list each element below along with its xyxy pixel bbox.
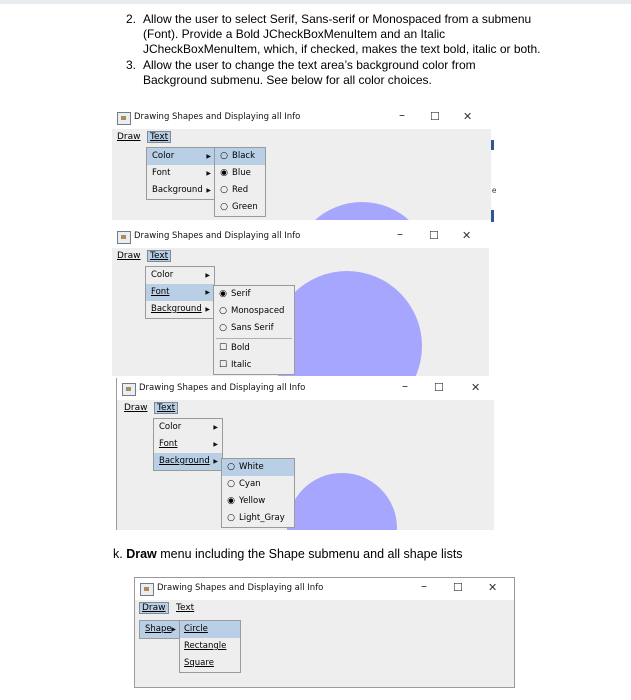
option-label: Cyan [239, 479, 261, 489]
text-menu-label: Text [176, 603, 195, 613]
menu-item-font[interactable] [147, 165, 215, 182]
menu-item-label: Font [152, 168, 171, 178]
edge-artifact [491, 210, 494, 222]
radio-icon: ○ [219, 323, 227, 333]
instruction-line: Background submenu. See below for all color choices. [143, 73, 432, 87]
draw-menu-popup [139, 620, 181, 639]
section-k-prefix: k. [113, 547, 123, 561]
draw-menu-label: Draw [124, 403, 148, 413]
instruction-line: JCheckBoxMenuItem, which, if checked, makes the text bold, italic or both. [143, 42, 541, 56]
option-label: Bold [231, 343, 250, 353]
menu-item-shape[interactable] [140, 621, 180, 638]
minimize-icon[interactable]: – [399, 108, 405, 122]
instruction-line: Allow the user to select Serif, Sans-serif or Monospaced from a submenu [143, 12, 532, 26]
window-title: Drawing Shapes and Displaying all Info [157, 583, 324, 593]
radio-icon: ○ [219, 306, 227, 316]
submenu-arrow-icon: ▶ [213, 458, 218, 465]
window-title: Drawing Shapes and Displaying all Info [134, 231, 301, 241]
font-option-bold[interactable] [214, 340, 294, 357]
close-icon[interactable]: ✕ [471, 381, 481, 394]
option-label: Monospaced [231, 306, 285, 316]
text-menu-label: Text [150, 251, 169, 261]
checkbox-icon: ☐ [218, 360, 228, 370]
font-option-italic[interactable] [214, 357, 294, 374]
submenu-arrow-icon: ▶ [213, 441, 218, 448]
close-icon[interactable]: ✕ [488, 581, 498, 594]
option-label: Rectangle [184, 641, 227, 651]
submenu-arrow-icon: ▶ [206, 153, 211, 160]
option-label: Circle [184, 624, 208, 634]
text-menu[interactable] [147, 131, 171, 143]
font-option-sans-serif[interactable] [214, 320, 294, 337]
menu-item-label: Background [159, 456, 210, 466]
window-titlebar [112, 107, 491, 129]
menu-item-label: Color [159, 422, 182, 432]
menu-item-background[interactable] [154, 453, 222, 470]
menu-item-font[interactable] [154, 436, 222, 453]
text-menu[interactable] [154, 402, 178, 414]
maximize-icon[interactable]: ☐ [434, 381, 444, 394]
menu-item-color[interactable] [154, 419, 222, 436]
background-submenu [221, 458, 295, 528]
submenu-arrow-icon: ▶ [205, 306, 210, 313]
window-titlebar [117, 378, 494, 400]
screenshot-shape-menu [134, 577, 515, 688]
maximize-icon[interactable]: ☐ [429, 229, 439, 242]
background-option-cyan[interactable] [222, 476, 294, 493]
radio-icon: ○ [220, 151, 228, 161]
radio-icon: ○ [227, 462, 235, 472]
color-option-green[interactable] [215, 199, 265, 216]
menu-item-label: Color [152, 151, 175, 161]
submenu-arrow-icon: ▶ [205, 272, 210, 279]
submenu-arrow-icon: ▶ [171, 626, 176, 633]
java-app-icon [140, 583, 154, 596]
menu-bar [112, 129, 491, 147]
section-k-bold: Draw [126, 547, 157, 561]
menu-item-font[interactable] [146, 284, 214, 301]
text-menu[interactable] [173, 602, 197, 614]
menu-item-color[interactable] [147, 148, 215, 165]
maximize-icon[interactable]: ☐ [453, 581, 463, 594]
minimize-icon[interactable]: – [397, 227, 403, 241]
radio-icon: ◉ [220, 168, 228, 178]
screenshot-font-menu [112, 226, 489, 376]
option-label: Black [232, 151, 255, 161]
section-k-caption [113, 547, 463, 561]
draw-menu[interactable] [139, 602, 169, 614]
option-label: White [239, 462, 264, 472]
menu-item-label: Background [152, 185, 203, 195]
menu-bar [112, 248, 489, 266]
java-app-icon [117, 112, 131, 125]
draw-menu-label: Draw [142, 603, 166, 613]
menu-item-label: Font [151, 287, 170, 297]
menu-separator [216, 338, 292, 339]
option-label: Serif [231, 289, 251, 299]
shape-submenu [179, 620, 241, 673]
font-option-monospaced[interactable] [214, 303, 294, 320]
radio-icon: ○ [220, 185, 228, 195]
draw-menu-label: Draw [117, 132, 141, 142]
menu-item-label: Font [159, 439, 178, 449]
option-label: Green [232, 202, 258, 212]
text-menu-label: Text [157, 403, 176, 413]
draw-menu[interactable] [114, 250, 144, 262]
option-label: Italic [231, 360, 252, 370]
window-titlebar [112, 226, 489, 248]
option-label: Light_Gray [239, 513, 285, 523]
minimize-icon[interactable]: – [402, 379, 408, 393]
text-menu[interactable] [147, 250, 171, 262]
instruction-line: (Font). Provide a Bold JCheckBoxMenuItem and an Italic [143, 27, 446, 41]
text-menu-popup [145, 266, 215, 319]
menu-bar [135, 600, 514, 618]
shape-option-square[interactable] [180, 655, 240, 672]
option-label: Red [232, 185, 249, 195]
page-top-strip [0, 0, 631, 4]
option-label: Yellow [239, 496, 266, 506]
text-menu-popup [146, 147, 216, 200]
option-label: Square [184, 658, 214, 668]
edge-artifact-text: e [492, 186, 497, 195]
checkbox-icon: ☐ [218, 343, 228, 353]
shape-option-rectangle[interactable] [180, 638, 240, 655]
color-option-black[interactable] [215, 148, 265, 165]
java-app-icon [122, 383, 136, 396]
screenshot-color-menu [112, 107, 491, 220]
background-option-light-gray[interactable] [222, 510, 294, 527]
submenu-arrow-icon: ▶ [213, 424, 218, 431]
background-option-yellow[interactable] [222, 493, 294, 510]
option-label: Blue [232, 168, 251, 178]
shape-option-circle[interactable] [180, 621, 240, 638]
font-option-serif[interactable] [214, 286, 294, 303]
item-number: 3. [126, 58, 137, 72]
instruction-item-2 [113, 12, 613, 57]
instruction-item-3 [113, 58, 613, 88]
radio-icon: ○ [227, 479, 235, 489]
color-option-blue[interactable] [215, 165, 265, 182]
background-option-white[interactable] [222, 459, 294, 476]
draw-menu-label: Draw [117, 251, 141, 261]
maximize-icon[interactable]: ☐ [430, 110, 440, 123]
screenshot-background-menu [116, 378, 494, 530]
menu-item-background[interactable] [147, 182, 215, 199]
font-submenu [213, 285, 295, 375]
menu-item-color[interactable] [146, 267, 214, 284]
menu-item-label: Background [151, 304, 202, 314]
menu-item-background[interactable] [146, 301, 214, 318]
item-number: 2. [126, 12, 137, 26]
window-title: Drawing Shapes and Displaying all Info [139, 383, 306, 393]
radio-icon: ○ [220, 202, 228, 212]
window-title: Drawing Shapes and Displaying all Info [134, 112, 301, 122]
draw-menu[interactable] [114, 131, 144, 143]
radio-icon: ○ [227, 513, 235, 523]
draw-menu[interactable] [121, 402, 151, 414]
color-submenu [214, 147, 266, 217]
window-titlebar [135, 578, 514, 600]
section-k-rest: menu including the Shape submenu and all shape lists [156, 547, 463, 561]
color-option-red[interactable] [215, 182, 265, 199]
submenu-arrow-icon: ▶ [206, 187, 211, 194]
menu-item-label: Color [151, 270, 174, 280]
text-menu-label: Text [150, 132, 169, 142]
submenu-arrow-icon: ▶ [206, 170, 211, 177]
minimize-icon[interactable]: – [421, 579, 427, 593]
instruction-list [113, 12, 613, 89]
close-icon[interactable]: ✕ [462, 229, 472, 242]
option-label: Sans Serif [231, 323, 274, 333]
close-icon[interactable]: ✕ [463, 110, 473, 123]
java-app-icon [117, 231, 131, 244]
menu-item-label: Shape [145, 624, 172, 634]
submenu-arrow-icon: ▶ [205, 289, 210, 296]
instruction-line: Allow the user to change the text area’s background color from [143, 58, 476, 72]
text-menu-popup [153, 418, 223, 471]
edge-artifact [491, 140, 494, 150]
radio-icon: ◉ [227, 496, 235, 506]
radio-icon: ◉ [219, 289, 227, 299]
menu-bar [117, 400, 494, 418]
